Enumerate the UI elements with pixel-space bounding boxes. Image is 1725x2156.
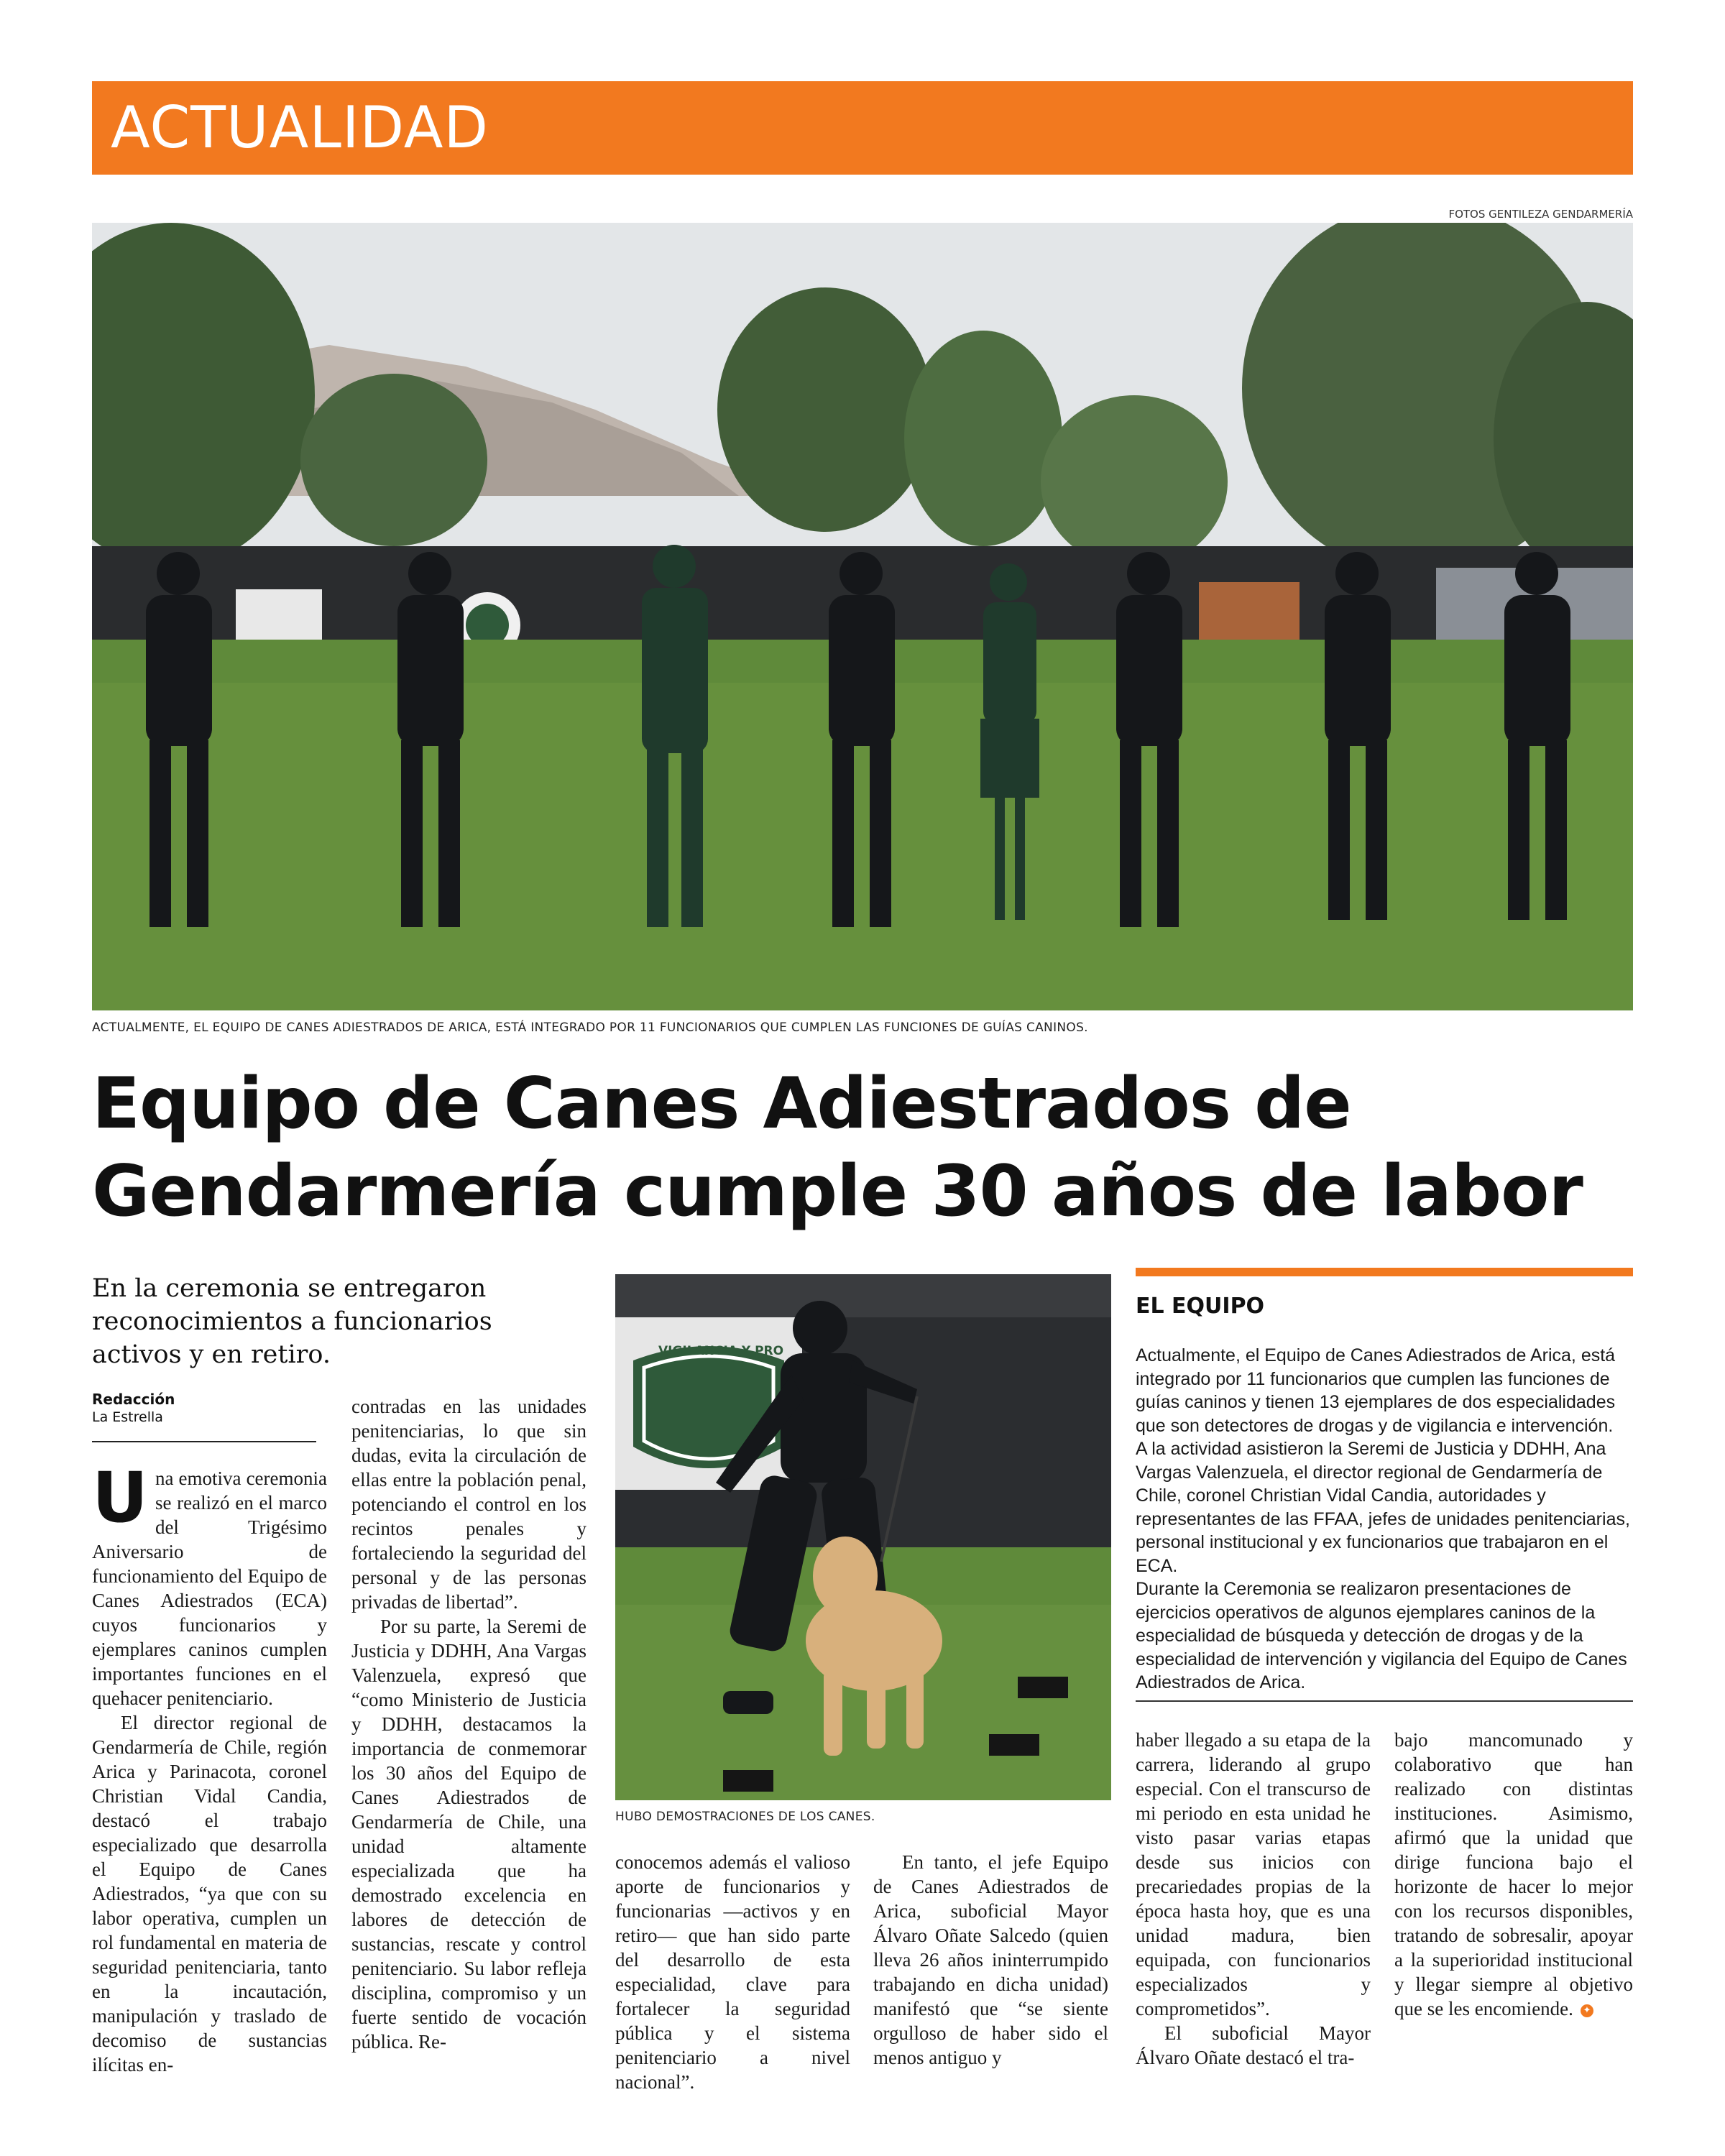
main-photo-caption: ACTUALMENTE, EL EQUIPO DE CANES ADIESTRADOS DE ARICA, ESTÁ INTEGRADO POR 11 FUNCIONARIOS QUE CUMPLEN LAS FUNCIONES DE GUÍAS CANINOS. bbox=[92, 1021, 1088, 1035]
article-paragraph: haber llegado a su etapa de la carrera, liderando al grupo especial. Con el transcurso de mi periodo en esta unidad he visto pasar varias etapas desde sus inicios con precariedades propias de la época hasta hoy, que es una unidad madura, bien equipada, con funcionarios especializados y comprometidos”. bbox=[1136, 1729, 1371, 2019]
headline-line-2: Gendarmería cumple 30 años de labor bbox=[92, 1151, 1583, 1233]
article-column-1 bbox=[92, 1457, 327, 2077]
main-photo bbox=[92, 223, 1633, 1010]
article-column-5 bbox=[1136, 1728, 1371, 2070]
article-paragraph: bajo mancomunado y colaborativo que han realizado con distintas instituciones. Asimismo, afirmó que la unidad que dirige funciona bajo el horizonte de hacer lo mejor con los recursos disponibles, tratando de sobresalir, apoyar a la superioridad institucional y llegar siempre al objetivo que se les encomiende. bbox=[1394, 1729, 1633, 2019]
byline-name: Redacción bbox=[92, 1391, 175, 1408]
byline-outlet: La Estrella bbox=[92, 1409, 163, 1425]
sidebar-title: EL EQUIPO bbox=[1136, 1294, 1265, 1319]
sidebar-paragraph: Durante la Ceremonia se realizaron presentaciones de ejercicios operativos de algunos ejemplares caninos de la especialidad de búsqueda y detección de drogas y de la especialidad de intervención y vigilancia del Equipo de Canes Adiestrados de Arica. bbox=[1136, 1579, 1627, 1692]
headline bbox=[92, 1060, 1633, 1235]
section-label: ACTUALIDAD bbox=[111, 94, 489, 161]
dog-photo-illustration bbox=[615, 1274, 1111, 1800]
sidebar-paragraph: Actualmente, el Equipo de Canes Adiestrados de Arica, está integrado por 11 funcionarios que cumplen las funciones de guías caninos y tienen 13 ejemplares de dos especialidades que son detectores de drogas y de vigilancia e intervención. bbox=[1136, 1345, 1616, 1436]
main-photo-illustration bbox=[92, 223, 1633, 1010]
article-paragraph: Por su parte, la Seremi de Justicia y DDHH, Ana Vargas Valenzuela, expresó que “como Ministerio de Justicia y DDHH, destacamos la importancia de conmemorar los 30 años del Equipo de Canes Adiestrados de Gendarmería de Chile, una unidad altamente especializada que ha demostrado excelencia en labores de detección de sustancias, rescate y control penitenciario. Su labor refleja disciplina, compromiso y un fuerte sentido de vocación pública. Re- bbox=[351, 1616, 586, 2053]
article-paragraph: conocemos además el valioso aporte de funcionarios y funcionarias —activos y en retiro— que han sido parte del desarrollo de esta especialidad, clave para fortalecer la seguridad pública y el sistema penitenciario a nivel nacional”. bbox=[615, 1851, 850, 2093]
article-column-6 bbox=[1394, 1728, 1633, 2021]
subhead: En la ceremonia se entregaron reconocimientos a funcionarios activos y en retiro. bbox=[92, 1274, 492, 1369]
end-mark-icon: ✦ bbox=[1581, 2004, 1593, 2017]
sidebar-bottom-rule bbox=[1136, 1700, 1633, 1702]
article-paragraph: El director regional de Gendarmería de Chile, región Arica y Parinacota, coronel Christian Vidal Candia, destacó el trabajo especializado que desarrolla el Equipo de Canes Adiestrados, “ya que con su labor operativa, cumplen un rol fundamental en materia de seguridad penitenciaria, tanto en la incautación, manipulación y traslado de decomiso de sustancias ilícitas en- bbox=[92, 1712, 327, 2076]
dog-photo bbox=[615, 1274, 1111, 1800]
sidebar-body bbox=[1136, 1344, 1633, 1695]
article-paragraph: contradas en las unidades penitenciarias, lo que sin dudas, evita la circulación de ellas entre la población penal, potenciando el control en los recintos penales y fortaleciendo la seguridad del personal y de las personas privadas de libertad”. bbox=[351, 1396, 586, 1613]
section-header-bar bbox=[92, 81, 1633, 175]
sign-text: VIGILANCIA Y PRO bbox=[658, 1344, 784, 1358]
article-paragraph: na emotiva ceremonia se realizó en el marco del Trigésimo Aniversario de funcionamiento del Equipo de Canes Adiestrados (ECA) cuyos funcionarios y ejemplares caninos cumplen importantes funciones en el quehacer penitenciario. bbox=[92, 1468, 327, 1709]
article-column-2 bbox=[351, 1394, 586, 2054]
article-column-3 bbox=[615, 1850, 850, 2094]
headline-line-1: Equipo de Canes Adiestrados de bbox=[92, 1063, 1351, 1145]
article-paragraph: En tanto, el jefe Equipo de Canes Adiestrados de Arica, suboficial Mayor Álvaro Oñate Salcedo (quien lleva 26 años ininterrumpido trabajando en dicha unidad) manifestó que “se siente orgulloso de haber sido el menos antiguo y bbox=[873, 1851, 1108, 2068]
drop-cap: U bbox=[92, 1457, 148, 1538]
article-paragraph: El suboficial Mayor Álvaro Oñate destacó el tra- bbox=[1136, 2022, 1371, 2068]
byline-divider bbox=[92, 1441, 316, 1442]
byline bbox=[92, 1391, 316, 1425]
dog-photo-caption: HUBO DEMOSTRACIONES DE LOS CANES. bbox=[615, 1810, 875, 1824]
sidebar-paragraph: A la actividad asistieron la Seremi de Justicia y DDHH, Ana Vargas Valenzuela, el director regional de Gendarmería de Chile, coronel Christian Vidal Candia, autoridades y representantes de las FFAA, jefes de unidades penitenciarias, personal institucional y ex funcionarios que trabajaron en el ECA. bbox=[1136, 1439, 1630, 1576]
photo-credit: FOTOS GENTILEZA GENDARMERÍA bbox=[1448, 208, 1633, 221]
article-column-4 bbox=[873, 1850, 1108, 2070]
sidebar-top-rule bbox=[1136, 1268, 1633, 1276]
